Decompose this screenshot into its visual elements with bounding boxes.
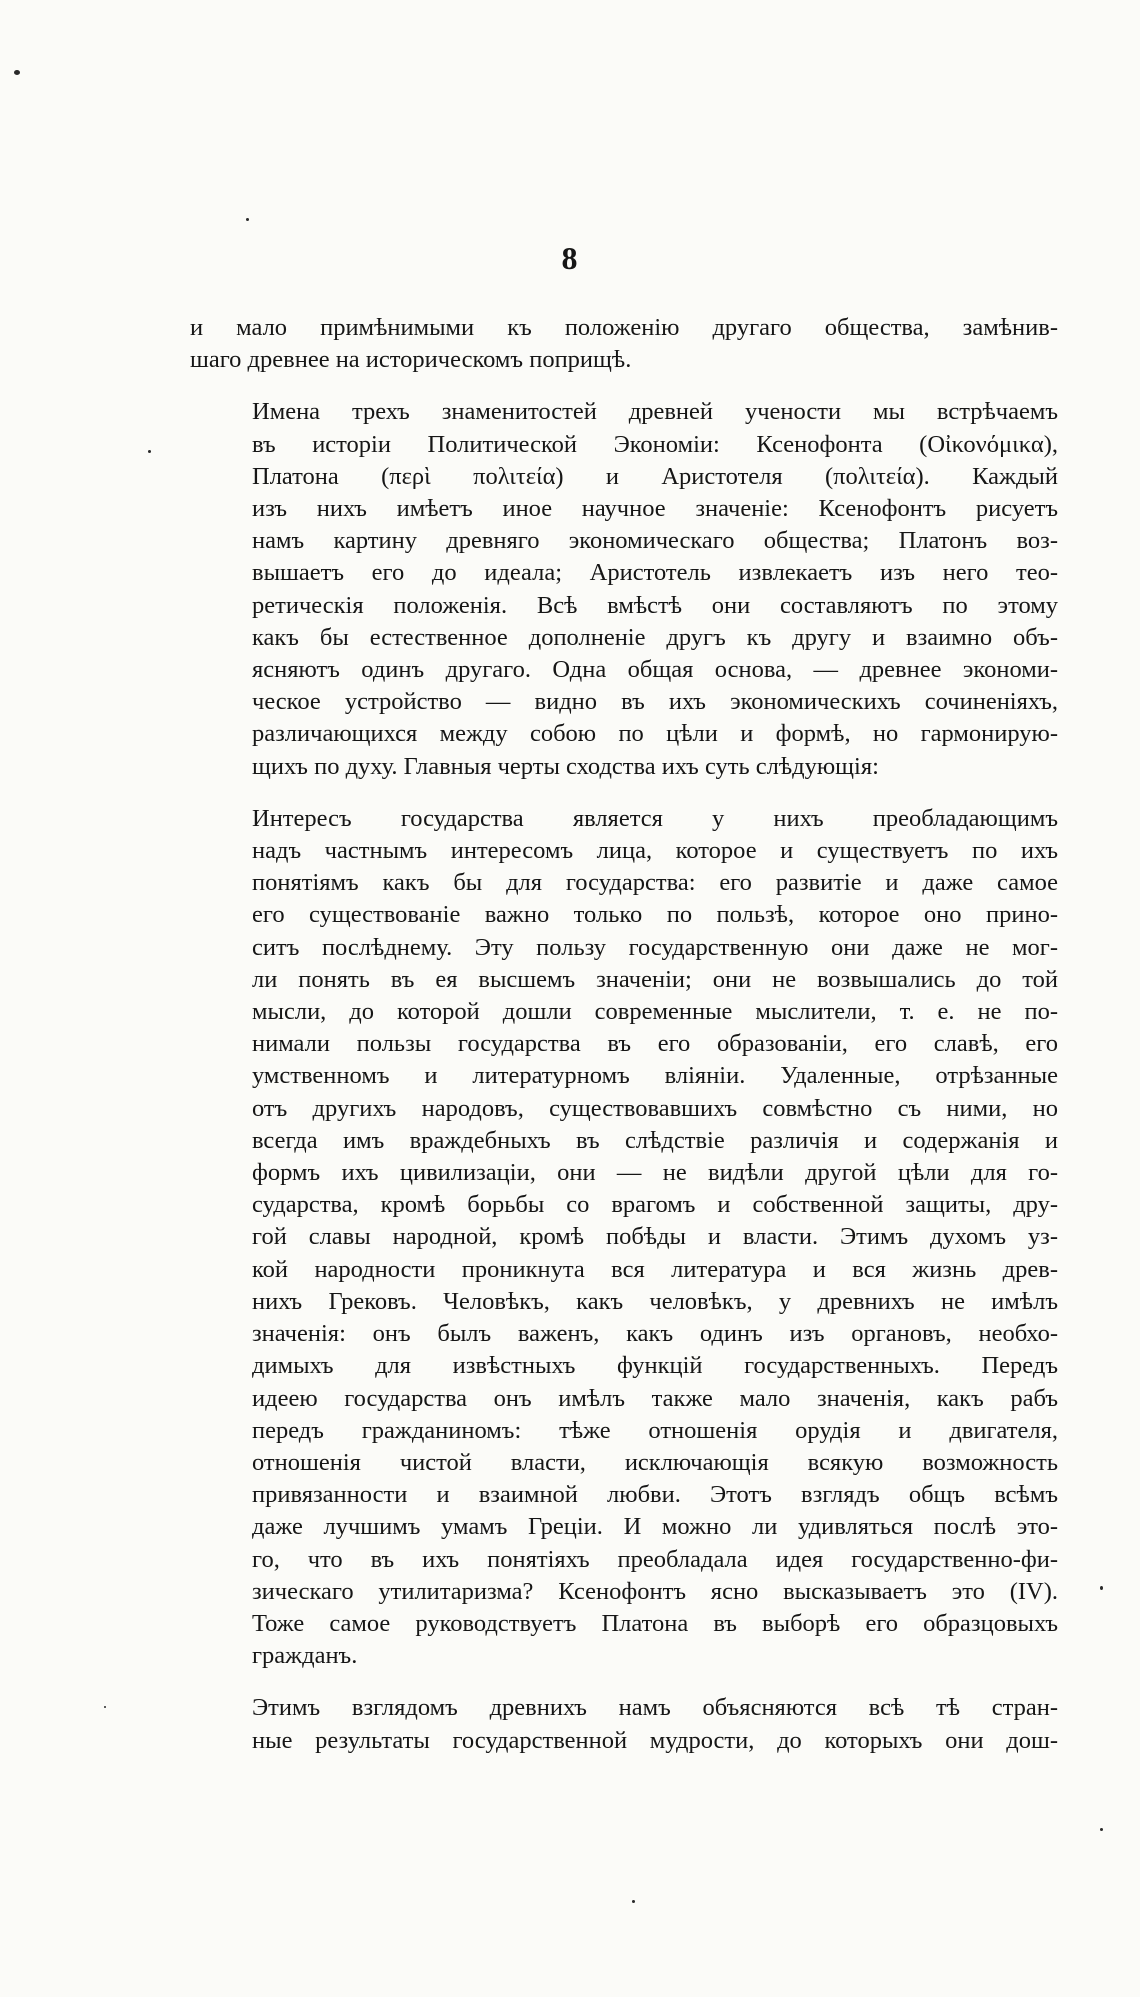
text-line: вышаетъ его до идеала; Аристотель извлекаетъ изъ него тео-	[252, 559, 1058, 587]
text-line: ретическія положенія. Всѣ вмѣстѣ они составляютъ по этому	[252, 591, 1058, 619]
paragraph-1	[190, 312, 1058, 376]
scan-speck	[246, 218, 249, 221]
text-line: Платона (περὶ πολιτεία) и Аристотеля (πολιτεία). Каждый	[252, 462, 1058, 490]
text-line: значенія: онъ былъ важенъ, какъ одинъ изъ органовъ, необхо-	[252, 1320, 1058, 1348]
text-line: понятіямъ какъ бы для государства: его развитіе и даже самое	[252, 869, 1058, 897]
text-line: гражданъ.	[252, 1642, 358, 1670]
text-line: ческое устройство — видно въ ихъ экономическихъ сочиненіяхъ,	[252, 688, 1058, 716]
text-line: шаго древнее на историческомъ поприщѣ.	[190, 346, 632, 374]
text-line: даже лучшимъ умамъ Греціи. И можно ли удивляться послѣ это-	[252, 1513, 1058, 1541]
text-line: нимали пользы государства въ его образованіи, его славѣ, его	[252, 1030, 1058, 1058]
scan-speck	[632, 1900, 635, 1903]
scan-speck	[1100, 1586, 1103, 1590]
text-line: Этимъ взглядомъ древнихъ намъ объясняются всѣ тѣ стран-	[252, 1694, 1058, 1722]
text-line: всегда имъ враждебныхъ въ слѣдствіе различія и содержанія и	[252, 1126, 1058, 1154]
text-line: гой славы народной, кромѣ побѣды и власти. Этимъ духомъ уз-	[252, 1223, 1058, 1251]
scan-speck	[1100, 1828, 1103, 1831]
paragraph-3	[190, 803, 1058, 1672]
text-line: кой народности проникнута вся литература и вся жизнь древ-	[252, 1255, 1058, 1283]
text-line: надъ частнымъ интересомъ лица, которое и существуетъ по ихъ	[252, 837, 1058, 865]
paragraph-4	[190, 1692, 1058, 1756]
text-line: нихъ Грековъ. Человѣкъ, какъ человѣкъ, у древнихъ не имѣлъ	[252, 1287, 1058, 1315]
text-line: Имена трехъ знаменитостей древней учености мы встрѣчаемъ	[252, 398, 1058, 426]
page-number: 8	[561, 240, 579, 276]
body-text	[190, 312, 1058, 1757]
text-line: ясняютъ одинъ другаго. Одна общая основа, — древнее экономи-	[252, 656, 1058, 684]
text-line: зическаго утилитаризма? Ксенофонтъ ясно высказываетъ это (IV).	[252, 1577, 1058, 1605]
text-line: умственномъ и литературномъ вліяніи. Удаленные, отрѣзанные	[252, 1062, 1058, 1090]
text-line: различающихся между собою по цѣли и формѣ, но гармонирую-	[252, 720, 1058, 748]
text-line: и мало примѣнимыми къ положенію другаго общества, замѣнив-	[190, 314, 1058, 341]
text-line: го, что въ ихъ понятіяхъ преобладала идея государственно-фи-	[252, 1545, 1058, 1573]
text-line: ные результаты государственной мудрости, до которыхъ они дош-	[252, 1726, 1058, 1754]
scan-speck	[104, 1706, 106, 1708]
text-line: какъ бы естественное дополненіе другъ къ другу и взаимно объ-	[252, 623, 1058, 651]
text-line: щихъ по духу. Главныя черты сходства ихъ суть слѣдующія:	[252, 752, 879, 780]
text-line: формъ ихъ цивилизаціи, они — не видѣли другой цѣли для го-	[252, 1159, 1058, 1187]
text-line: Тоже самое руководствуетъ Платона въ выборѣ его образцовыхъ	[252, 1609, 1058, 1637]
text-line: отношенія чистой власти, исключающія всякую возможность	[252, 1448, 1058, 1476]
text-line: въ исторіи Политической Экономіи: Ксенофонта (Οἰκονόμικα),	[252, 430, 1058, 458]
text-line: его существованіе важно только по пользѣ, которое оно прино-	[252, 901, 1058, 929]
text-line: Интересъ государства является у нихъ преобладающимъ	[252, 804, 1058, 832]
text-line: отъ другихъ народовъ, существовавшихъ совмѣстно съ ними, но	[252, 1094, 1058, 1122]
text-line: намъ картину древняго экономическаго общества; Платонъ воз-	[252, 527, 1058, 555]
text-line: ли понять въ ея высшемъ значеніи; они не возвышались до той	[252, 965, 1058, 993]
paragraph-2	[190, 396, 1058, 782]
text-line: идеею государства онъ имѣлъ также мало значенія, какъ рабъ	[252, 1384, 1058, 1412]
text-line: передъ гражданиномъ: тѣже отношенія орудія и двигателя,	[252, 1416, 1058, 1444]
scan-speck	[14, 70, 20, 75]
text-line: димыхъ для извѣстныхъ функцій государственныхъ. Передъ	[252, 1352, 1058, 1380]
text-line: изъ нихъ имѣетъ иное научное значеніе: Ксенофонтъ рисуетъ	[252, 495, 1058, 523]
scan-speck	[148, 450, 151, 453]
text-line: сударства, кромѣ борьбы со врагомъ и собственной защиты, дру-	[252, 1191, 1058, 1219]
text-line: ситъ послѣднему. Эту пользу государственную они даже не мог-	[252, 933, 1058, 961]
text-line: привязанности и взаимной любви. Этотъ взглядъ общъ всѣмъ	[252, 1481, 1058, 1509]
text-line: мысли, до которой дошли современные мыслители, т. е. не по-	[252, 998, 1058, 1026]
